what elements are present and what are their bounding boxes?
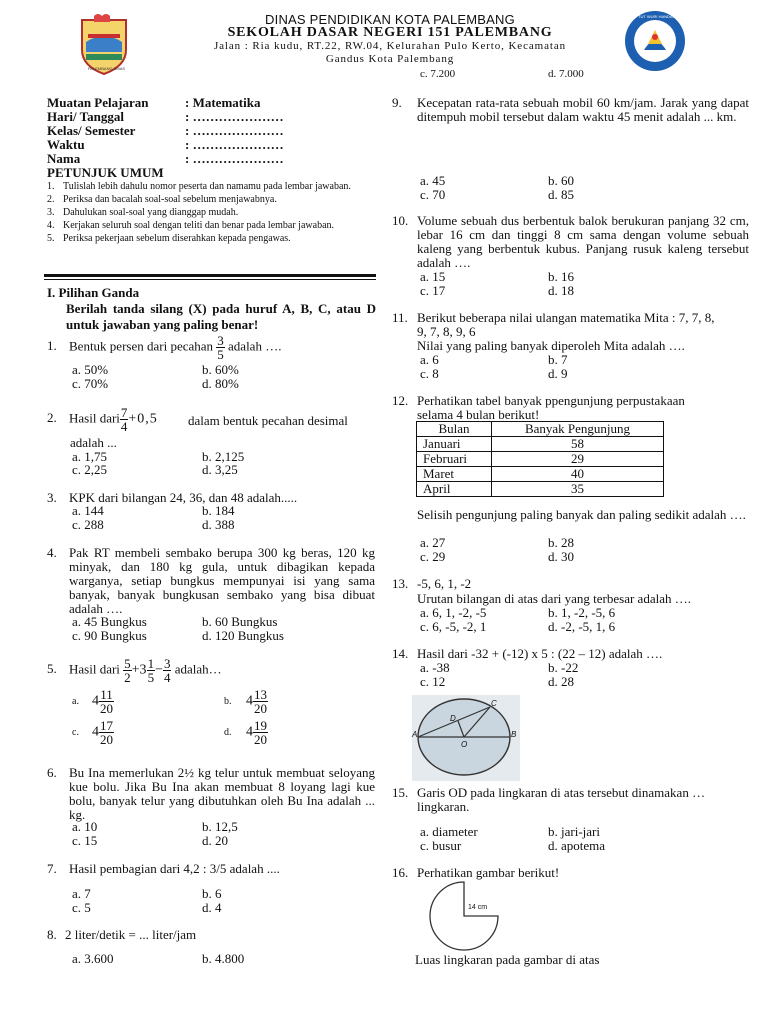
circle-figure xyxy=(412,695,520,781)
q10-option-c[interactable]: c. 17 xyxy=(420,283,446,298)
q14-option-a[interactable]: a. -38 xyxy=(420,660,450,675)
question-9-number: 9. xyxy=(392,95,402,110)
question-1: 1. Bentuk persen dari pecahan $\frac{3}{5}$ adalah …. xyxy=(47,333,282,362)
q5-option-c[interactable]: c. 4 $\frac{17}{20}$ xyxy=(72,718,113,747)
table-header: Banyak Pengunjung xyxy=(492,422,664,437)
question-15: Garis OD pada lingkaran di atas tersebut dinamakan … lingkaran. xyxy=(417,785,706,814)
info-row: Nama : ………………… xyxy=(47,151,284,166)
q3-option-a[interactable]: a. 144 xyxy=(72,503,104,518)
q11-option-a[interactable]: a. 6 xyxy=(420,352,439,367)
petunjuk-item: 3. Dahulukan soal-soal yang dianggap mudah. xyxy=(47,207,239,218)
fraction: $\frac{5}{2}$ xyxy=(124,656,131,685)
question-11: Berikut beberapa nilai ulangan matematika Mita : 7, 7, 8, 9, 7, 8, 9, 6 xyxy=(417,310,715,339)
header-school: SEKOLAH DASAR NEGERI 151 PALEMBANG xyxy=(227,25,553,40)
q3-option-b[interactable]: b. 184 xyxy=(202,503,235,518)
question-4: Pak RT membeli sembako berupa 300 kg beras, 120 kg minyak, dan 180 kg gula, untuk dibagikan kepada warganya, setiap bungkus mempunyai isi yang sama banyak, banyak bungkusan sembako yang bisa dibuat adalah …. xyxy=(69,545,375,616)
question-4-number: 4. xyxy=(47,545,57,560)
question-3: 3. KPK dari bilangan 24, 36, dan 48 adalah..... xyxy=(47,490,298,505)
q14-option-b[interactable]: b. -22 xyxy=(548,660,579,675)
header-address: Jalan : Ria kudu, RT.22, RW.04, Kelurahan Pulo Kerto, Kecamatan xyxy=(213,40,567,52)
q15-option-d[interactable]: d. apotema xyxy=(548,838,606,853)
table-cell: 58 xyxy=(492,437,664,452)
info-row: Hari/ Tanggal : ………………… xyxy=(47,109,284,124)
cutoff-option-c: c. 7.200 xyxy=(420,68,456,80)
q2-option-d[interactable]: d. 3,25 xyxy=(202,462,238,477)
petunjuk-item: 5. Periksa pekerjaan sebelum diserahkan kepada pengawas. xyxy=(47,233,291,244)
petunjuk-item: 4. Kerjakan seluruh soal dengan teliti dan benar pada lembar jawaban. xyxy=(47,220,335,231)
q13-option-c[interactable]: c. 6, -5, -2, 1 xyxy=(420,619,487,634)
q6-option-c[interactable]: c. 15 xyxy=(72,833,98,848)
petunjuk-title: PETUNJUK UMUM xyxy=(47,165,164,180)
q7-option-d[interactable]: d. 4 xyxy=(202,900,222,915)
q1-option-a[interactable]: a. 50% xyxy=(72,362,109,377)
q14-option-c[interactable]: c. 12 xyxy=(420,674,446,689)
q11-option-d[interactable]: d. 9 xyxy=(548,366,568,381)
fraction: $\frac{1}{5}$ xyxy=(147,656,155,685)
question-12-prompt: Selisih pengunjung paling banyak dan paling sedikit adalah …. xyxy=(417,507,746,522)
q10-option-d[interactable]: d. 18 xyxy=(548,283,574,298)
q2-option-a[interactable]: a. 1,75 xyxy=(72,449,108,464)
q9-option-b[interactable]: b. 60 xyxy=(548,173,574,188)
section-title: I. Pilihan Ganda xyxy=(47,285,140,300)
visitor-table xyxy=(416,421,664,497)
petunjuk-list xyxy=(47,180,375,245)
question-10-number: 10. xyxy=(392,213,409,228)
question-13: -5, 6, 1, -2 xyxy=(417,576,472,591)
q5-option-b[interactable]: b. 4 $\frac{13}{20}$ xyxy=(224,687,267,716)
question-10: Volume sebuah dus berbentuk balok berukuran panjang 32 cm, lebar 16 cm dan tinggi 8 cm sama dengan volume sebuah kaleng yang berbentuk kubus. Panjang rusuk kaleng tersebut adalah …. xyxy=(417,213,749,270)
q12-option-b[interactable]: b. 28 xyxy=(548,535,574,550)
q7-option-a[interactable]: a. 7 xyxy=(72,886,91,901)
q4-option-b[interactable]: b. 60 Bungkus xyxy=(202,614,278,629)
info-row: Kelas/ Semester : ………………… xyxy=(47,123,284,138)
q13-option-d[interactable]: d. -2, -5, 1, 6 xyxy=(548,619,616,634)
q11-option-c[interactable]: c. 8 xyxy=(420,366,439,381)
table-cell: Februari xyxy=(417,452,492,467)
table-cell: Januari xyxy=(417,437,492,452)
table-row xyxy=(417,467,664,482)
radius-label: 14 cm xyxy=(468,904,488,911)
question-2: 2. Hasil dari $\frac{7}{4}$ +0,5 xyxy=(47,405,158,434)
q3-option-d[interactable]: d. 388 xyxy=(202,517,235,532)
question-6: Bu Ina memerlukan 2½ kg telur untuk membuat seloyang kue bolu. Jika Bu Ina akan membuat 8 loyang lagi kue bolu, banyak telur yang dibutuhkan oleh Bu Ina adalah ... kg. xyxy=(69,765,375,822)
table-cell: April xyxy=(417,482,492,497)
header-office: DINAS PENDIDIKAN KOTA PALEMBANG xyxy=(265,12,515,27)
table-cell: 40 xyxy=(492,467,664,482)
circle-label-a: A xyxy=(412,730,418,739)
q1-option-b[interactable]: b. 60% xyxy=(202,362,239,377)
section-divider-thin xyxy=(44,279,376,280)
table-cell: Maret xyxy=(417,467,492,482)
q2-option-b[interactable]: b. 2,125 xyxy=(202,449,245,464)
q13-option-b[interactable]: b. 1, -2, -5, 6 xyxy=(548,605,616,620)
section-instruction: Berilah tanda silang (X) pada huruf A, B, C, atau D untuk jawaban yang paling benar! xyxy=(66,301,376,332)
q10-option-a[interactable]: a. 15 xyxy=(420,269,446,284)
q6-option-b[interactable]: b. 12,5 xyxy=(202,819,238,834)
quarter-circle-figure xyxy=(418,880,510,952)
table-row xyxy=(417,437,664,452)
question-11-line2: Nilai yang paling banyak diperoleh Mita adalah …. xyxy=(417,338,685,353)
circle-label-d: D xyxy=(450,714,456,723)
q7-option-c[interactable]: c. 5 xyxy=(72,900,91,915)
fraction: $\frac{7}{4}$ xyxy=(120,405,128,434)
info-row: Waktu : ………………… xyxy=(47,137,284,152)
q4-option-c[interactable]: c. 90 Bungkus xyxy=(72,628,147,643)
right-logo-caption: TUT WURI HANDAYANI xyxy=(638,14,682,19)
question-12: Perhatikan tabel banyak ppengunjung perpustakaan selama 4 bulan berikut! xyxy=(417,393,685,422)
q1-option-d[interactable]: d. 80% xyxy=(202,376,239,391)
q12-option-c[interactable]: c. 29 xyxy=(420,549,446,564)
q11-option-b[interactable]: b. 7 xyxy=(548,352,568,367)
q15-option-a[interactable]: a. diameter xyxy=(420,824,478,839)
q4-option-d[interactable]: d. 120 Bungkus xyxy=(202,628,284,643)
q6-option-d[interactable]: d. 20 xyxy=(202,833,228,848)
circle-label-c: C xyxy=(491,699,497,708)
q1-option-c[interactable]: c. 70% xyxy=(72,376,109,391)
q12-option-d[interactable]: d. 30 xyxy=(548,549,574,564)
q2-option-c[interactable]: c. 2,25 xyxy=(72,462,108,477)
q9-option-d[interactable]: d. 85 xyxy=(548,187,574,202)
question-15-number: 15. xyxy=(392,785,409,800)
question-16-bottom: Luas lingkaran pada gambar di atas xyxy=(415,952,600,967)
question-16-number: 16. xyxy=(392,865,409,880)
q12-option-a[interactable]: a. 27 xyxy=(420,535,446,550)
q5-option-a[interactable]: a. 4 $\frac{11}{20}$ xyxy=(72,687,113,716)
petunjuk-item: 2. Periksa dan bacalah soal-soal sebelum menjawabnya. xyxy=(47,194,277,205)
q3-option-c[interactable]: c. 288 xyxy=(72,517,104,532)
table-row xyxy=(417,482,664,497)
info-block xyxy=(47,96,284,180)
circle-label-b: B xyxy=(511,730,517,739)
petunjuk-item: 1. Tulislah lebih dahulu nomor peserta dan namamu pada lembar jawaban. xyxy=(47,181,351,192)
question-5: 5. Hasil dari $\frac{5}{2}$ +3 $\frac{1}{5}$ − $\frac{3}{4}$ adalah… xyxy=(47,656,222,685)
question-2-line2: adalah ... xyxy=(70,435,117,450)
circle-diagram-icon xyxy=(412,695,520,781)
q9-option-c[interactable]: c. 70 xyxy=(420,187,446,202)
fraction: $\frac{3}{5}$ xyxy=(217,333,224,362)
table-cell: 29 xyxy=(492,452,664,467)
q6-option-a[interactable]: a. 10 xyxy=(72,819,98,834)
fraction: $\frac{19}{20}$ xyxy=(254,718,267,747)
question-2-post: dalam bentuk pecahan desimal xyxy=(188,413,348,428)
cutoff-option-d: d. 7.000 xyxy=(548,68,584,80)
fraction: $\frac{3}{4}$ xyxy=(163,656,171,685)
question-7: 7. Hasil pembagian dari 4,2 : 3/5 adalah .... xyxy=(47,861,280,876)
question-6-number: 6. xyxy=(47,765,57,780)
q15-option-b[interactable]: b. jari-jari xyxy=(548,824,600,839)
q4-option-a[interactable]: a. 45 Bungkus xyxy=(72,614,147,629)
circle-label-o: O xyxy=(461,740,468,749)
q5-option-d[interactable]: d. 4 $\frac{19}{20}$ xyxy=(224,718,267,747)
question-13-number: 13. xyxy=(392,576,409,591)
section-divider xyxy=(44,274,376,277)
info-row: Muatan Pelajaran : Matematika xyxy=(47,95,261,110)
table-cell: 35 xyxy=(492,482,664,497)
table-row xyxy=(417,452,664,467)
question-11-number: 11. xyxy=(392,310,408,325)
question-13-line2: Urutan bilangan di atas dari yang terbesar adalah …. xyxy=(417,591,691,606)
table-header: Bulan xyxy=(417,422,492,437)
q15-option-c[interactable]: c. busur xyxy=(420,838,462,853)
question-14-number: 14. xyxy=(392,646,409,661)
q9-option-a[interactable]: a. 45 xyxy=(420,173,446,188)
q7-option-b[interactable]: b. 6 xyxy=(202,886,222,901)
left-logo-caption: PALEMBANG EMAS xyxy=(88,66,126,71)
q8-option-a[interactable]: a. 3.600 xyxy=(72,951,114,966)
table-header-row xyxy=(417,422,664,437)
question-14: Hasil dari -32 + (-12) x 5 : (22 – 12) adalah …. xyxy=(417,646,663,661)
q14-option-d[interactable]: d. 28 xyxy=(548,674,574,689)
fraction: $\frac{13}{20}$ xyxy=(254,687,267,716)
question-12-number: 12. xyxy=(392,393,409,408)
q13-option-a[interactable]: a. 6, 1, -2, -5 xyxy=(420,605,487,620)
question-9: Kecepatan rata-rata sebuah mobil 60 km/jam. Jarak yang dapat ditempuh mobil tersebut dalam waktu 45 menit adalah ... km. xyxy=(417,95,749,124)
q8-option-b[interactable]: b. 4.800 xyxy=(202,951,245,966)
q10-option-b[interactable]: b. 16 xyxy=(548,269,574,284)
fraction: $\frac{17}{20}$ xyxy=(100,718,113,747)
question-8: 8. 2 liter/detik = ... liter/jam xyxy=(47,927,197,942)
question-16: Perhatikan gambar berikut! xyxy=(417,865,560,880)
header-city: Gandus Kota Palembang xyxy=(325,53,455,65)
fraction: $\frac{11}{20}$ xyxy=(100,687,113,716)
three-quarter-circle-icon xyxy=(418,880,510,952)
